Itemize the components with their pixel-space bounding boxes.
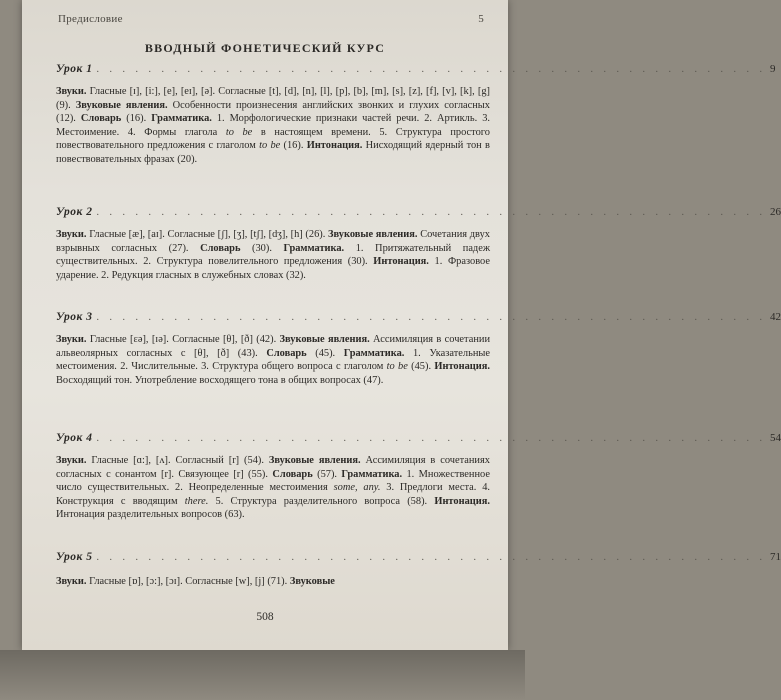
lesson-contents	[56, 575, 490, 589]
grammar-text: 3. Предлоги места. 4. Конструкция с вводящим	[56, 482, 490, 507]
lesson-heading	[56, 551, 781, 563]
label-vocabulary: Словарь	[200, 242, 241, 254]
intonation-text: Нисходящий ядерный тон в повествовательных фразах (20).	[56, 140, 490, 165]
label-intonation: Интонация.	[434, 361, 490, 373]
lesson-heading	[56, 63, 776, 75]
leader-dots: . . . . . . . . . . . . . . . . . . . . . . . . . . . . . . . . . . . . . . . . . . . . . . . . . . . .	[96, 64, 766, 75]
label-phonetic: Звуковые явления.	[268, 455, 361, 466]
lesson-heading	[56, 432, 781, 444]
label-grammar: Грамматика.	[341, 468, 403, 480]
lesson-contents	[56, 228, 490, 282]
lesson-heading	[56, 311, 781, 323]
lesson-contents	[56, 85, 490, 167]
grammar-italic: to be	[259, 140, 281, 152]
leader-dots: . . . . . . . . . . . . . . . . . . . . . . . . . . . . . . . . . . . . . . . . . . . . . . . . . . . .	[96, 552, 766, 563]
label-sounds: Звуки.	[56, 455, 87, 466]
label-phonetic: Звуковые явления.	[75, 99, 168, 111]
running-header	[58, 13, 484, 25]
vocabulary-text: (16).	[126, 113, 147, 125]
label-sounds: Звуки.	[56, 576, 87, 587]
page-shadow	[0, 650, 525, 700]
lesson-page: 26	[770, 206, 781, 218]
label-phonetic: Звуковые	[289, 576, 335, 587]
leader-dots: . . . . . . . . . . . . . . . . . . . . . . . . . . . . . . . . . . . . . . . . . . . . . . . . . . . .	[96, 207, 766, 218]
label-phonetic: Звуковые явления.	[328, 229, 418, 240]
header-section: Предисловие	[58, 13, 123, 25]
grammar-text: (16).	[283, 140, 304, 152]
sounds-text: Гласные [ɒ], [ɔ:], [ɔɪ]. Согласные [w], [j] (71).	[89, 576, 288, 587]
lesson-name: Урок 5	[56, 551, 93, 563]
header-page-ref: 5	[478, 13, 484, 25]
page-number: 508	[256, 611, 274, 623]
phonetic-text: Сочетания двух взрывных согласных (27).	[56, 229, 490, 254]
grammar-italic: to be	[225, 126, 253, 138]
label-vocabulary: Словарь	[80, 113, 122, 125]
leader-dots: . . . . . . . . . . . . . . . . . . . . . . . . . . . . . . . . . . . . . . . . . . . . . . . . . . . .	[96, 312, 766, 323]
label-grammar: Грамматика.	[151, 113, 212, 125]
vocabulary-text: (57).	[317, 468, 338, 480]
label-intonation: Интонация.	[434, 495, 490, 507]
label-intonation: Интонация.	[306, 140, 363, 152]
label-intonation: Интонация.	[373, 256, 429, 268]
lesson-name: Урок 2	[56, 206, 93, 218]
label-sounds: Звуки.	[56, 334, 87, 345]
intonation-text: Интонация разделительных вопросов (63).	[56, 509, 245, 521]
phonetic-text: Ассимиляция в сочетаниях согласных с сонантом [r]. Связующее [r] (55).	[56, 455, 490, 480]
lesson-page: 71	[770, 551, 781, 563]
grammar-text: 1. Морфологические признаки частей речи. 2. Артикль. 3. Местоимение. 4. Формы глагола	[56, 113, 490, 138]
leader-dots: . . . . . . . . . . . . . . . . . . . . . . . . . . . . . . . . . . . . . . . . . . . . . . . . . . . .	[96, 433, 766, 444]
section-title: ВВОДНЫЙ ФОНЕТИЧЕСКИЙ КУРС	[144, 41, 386, 55]
grammar-text: 5. Структура разделительного вопроса (58).	[215, 495, 428, 507]
intonation-text: 1. Фразовое ударение. 2. Редукция гласных в служебных словах (32).	[56, 256, 490, 281]
sounds-text: Гласные [ɑ:], [ʌ]. Согласный [r] (54).	[91, 455, 264, 466]
lesson-name: Урок 4	[56, 432, 93, 444]
grammar-italic: to be	[386, 361, 408, 373]
grammar-text: 1. Притяжательный падеж существительных. 2. Структура повелительного предложения (30).	[56, 242, 491, 268]
label-phonetic: Звуковые явления.	[279, 334, 370, 345]
lesson-heading	[56, 206, 781, 218]
sounds-text: Гласные [ɪ], [i:], [e], [eɪ], [ə]. Согласные [t], [d], [n], [l], [p], [b], [m], [s], [z], [f], [v], [k], [g] (9).	[56, 86, 490, 111]
lesson-page: 54	[770, 432, 781, 444]
label-vocabulary: Словарь	[272, 468, 313, 480]
grammar-text: (45).	[411, 361, 432, 373]
label-vocabulary: Словарь	[266, 347, 307, 359]
sounds-text: Гласные [æ], [aɪ]. Согласные [ʃ], [ʒ], [tʃ], [dʒ], [h] (26).	[89, 229, 326, 240]
label-sounds: Звуки.	[56, 229, 87, 240]
label-grammar: Грамматика.	[343, 347, 405, 359]
grammar-italic: there.	[184, 495, 209, 507]
label-sounds: Звуки.	[56, 86, 87, 97]
lesson-page: 9	[770, 63, 776, 75]
grammar-text: в настоящем времени. 5. Структура простого повествовательного предложения с глаголом	[56, 126, 490, 152]
lesson-contents	[56, 333, 490, 387]
grammar-italic: some, any.	[333, 482, 381, 494]
lesson-name: Урок 1	[56, 63, 93, 75]
vocabulary-text: (30).	[252, 242, 272, 254]
grammar-text: 1. Указательные местоимения. 2. Числительные. 3. Структура общего вопроса с глаголом	[56, 347, 490, 373]
vocabulary-text: (45).	[315, 347, 336, 359]
label-grammar: Грамматика.	[283, 242, 345, 254]
book-page	[22, 0, 781, 650]
lesson-name: Урок 3	[56, 311, 93, 323]
lesson-page: 42	[770, 311, 781, 323]
lesson-contents	[56, 454, 490, 522]
phonetic-text: Особенности произнесения английских звонких и глухих согласных (12).	[56, 99, 490, 125]
grammar-text: 1. Множественное число существительных. 2. Неопределенные местоимения	[56, 468, 490, 494]
phonetic-text: Ассимиляция в сочетании альвеолярных согласных с [θ], [ð] (43).	[56, 334, 491, 359]
sounds-text: Гласные [ɛə], [ɪə]. Согласные [θ], [ð] (42).	[89, 334, 277, 345]
intonation-text: Восходящий тон. Употребление восходящего тона в общих вопросах (47).	[56, 374, 384, 386]
